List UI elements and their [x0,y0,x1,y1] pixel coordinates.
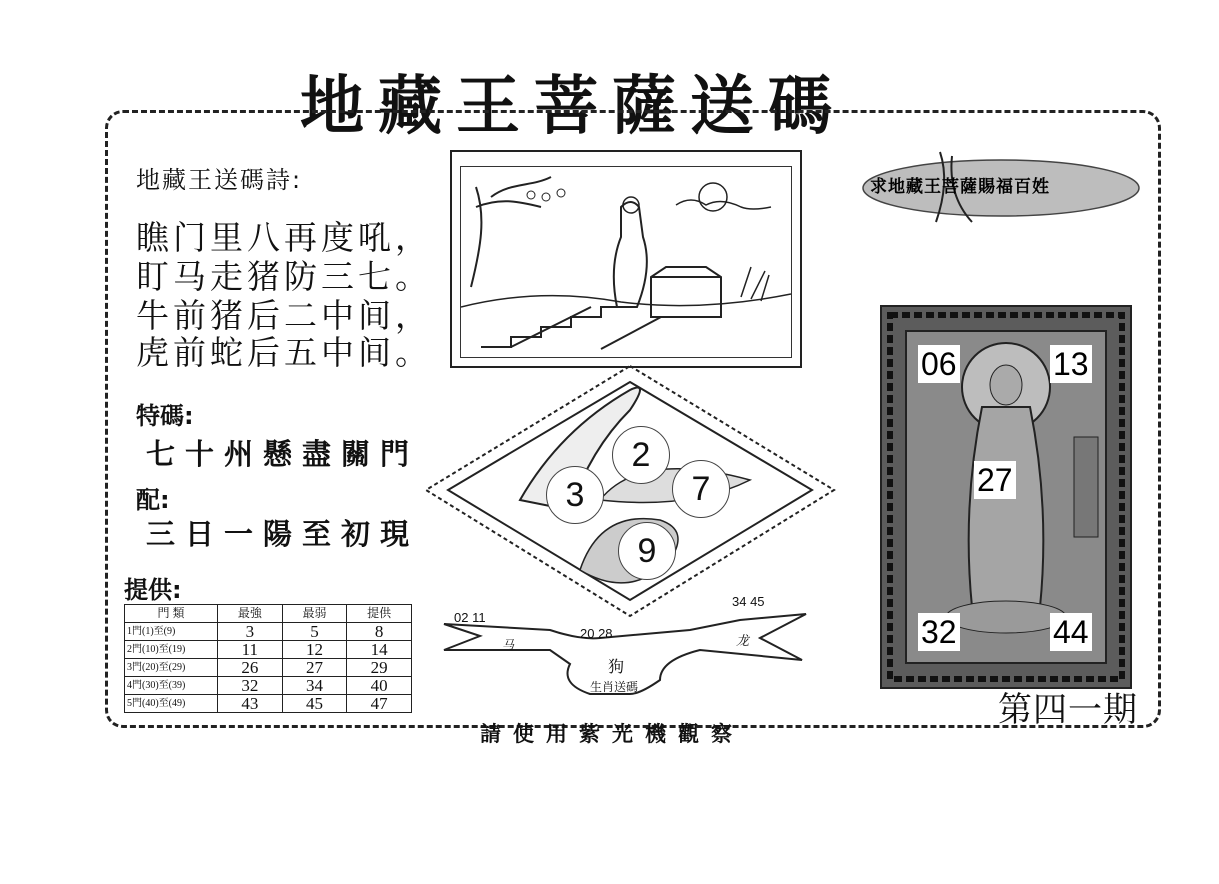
number-ball: 3 [546,466,604,524]
table-header: 最弱 [282,605,347,623]
buddha-number-br: 44 [1050,613,1092,651]
special-label: 特碼: [136,402,194,430]
table-row [125,641,412,659]
table-header: 提供 [347,605,412,623]
cell: 32 [218,677,283,695]
page-title: 地藏王菩薩送碼 [300,69,846,144]
table-header-row [125,605,412,623]
number-ball: 9 [618,522,676,580]
row-label: 4門(30)至(39) [125,677,218,695]
buddha-number-bl: 32 [918,613,960,651]
buddha-number-tl: 06 [918,345,960,383]
pair-text: 三日一陽至初現 [146,517,420,551]
row-label: 5門(40)至(49) [125,695,218,713]
cell: 29 [347,659,412,677]
zodiac-center-animal: 狗 [608,659,625,676]
buddha-number-tr: 13 [1050,345,1092,383]
poem-line-2: 盯马走猪防三七。 [136,257,432,296]
row-label: 3門(20)至(29) [125,659,218,677]
zodiac-mid-numbers: 20 28 [580,626,613,641]
row-label: 2門(10)至(19) [125,641,218,659]
special-text: 七十州懸盡關門 [146,437,420,471]
cell: 3 [218,623,283,641]
poem-line-3: 牛前猪后二中间， [136,296,432,335]
data-table [124,604,412,713]
scene-drawing [461,167,791,357]
table-row [125,659,412,677]
blessing-banner [860,148,1142,228]
poem-line-4: 虎前蛇后五中间。 [136,333,432,372]
cell: 27 [282,659,347,677]
footer-note: 請使用紫光機觀察 [480,721,744,746]
zodiac-right-animal: 龙 [736,633,750,648]
diamond-shape [420,360,840,622]
number-ball: 7 [672,460,730,518]
zodiac-left-numbers: 02 11 [454,610,486,625]
number-diamond [420,360,840,622]
table-row [125,695,412,713]
cell: 45 [282,695,347,713]
number-ball: 2 [612,426,670,484]
cell: 43 [218,695,283,713]
table-header: 最強 [218,605,283,623]
zodiac-left-animal: 马 [502,638,515,652]
scene-illustration [450,150,802,368]
cell: 40 [347,677,412,695]
cell: 8 [347,623,412,641]
poem-line-1: 瞧门里八再度吼， [136,218,432,257]
cell: 14 [347,641,412,659]
cell: 26 [218,659,283,677]
zodiac-ribbon [440,590,810,700]
zodiac-caption: 生肖送碼 [590,680,639,694]
table-row [125,623,412,641]
issue-number: 第四一期 [998,690,1138,730]
buddha-number-center: 27 [974,461,1016,499]
buddha-panel [880,305,1132,689]
table-row [125,677,412,695]
poem-heading: 地藏王送碼詩: [136,166,303,194]
cell: 47 [347,695,412,713]
banner-text: 求地藏王菩薩賜福百姓 [870,177,1050,197]
cell: 11 [218,641,283,659]
pair-label: 配: [136,486,170,514]
cell: 5 [282,623,347,641]
cell: 12 [282,641,347,659]
row-label: 1門(1)至(9) [125,623,218,641]
zodiac-right-numbers: 34 45 [732,594,765,609]
table-header: 門 類 [125,605,218,623]
provide-label: 提供: [124,576,182,604]
cell: 34 [282,677,347,695]
